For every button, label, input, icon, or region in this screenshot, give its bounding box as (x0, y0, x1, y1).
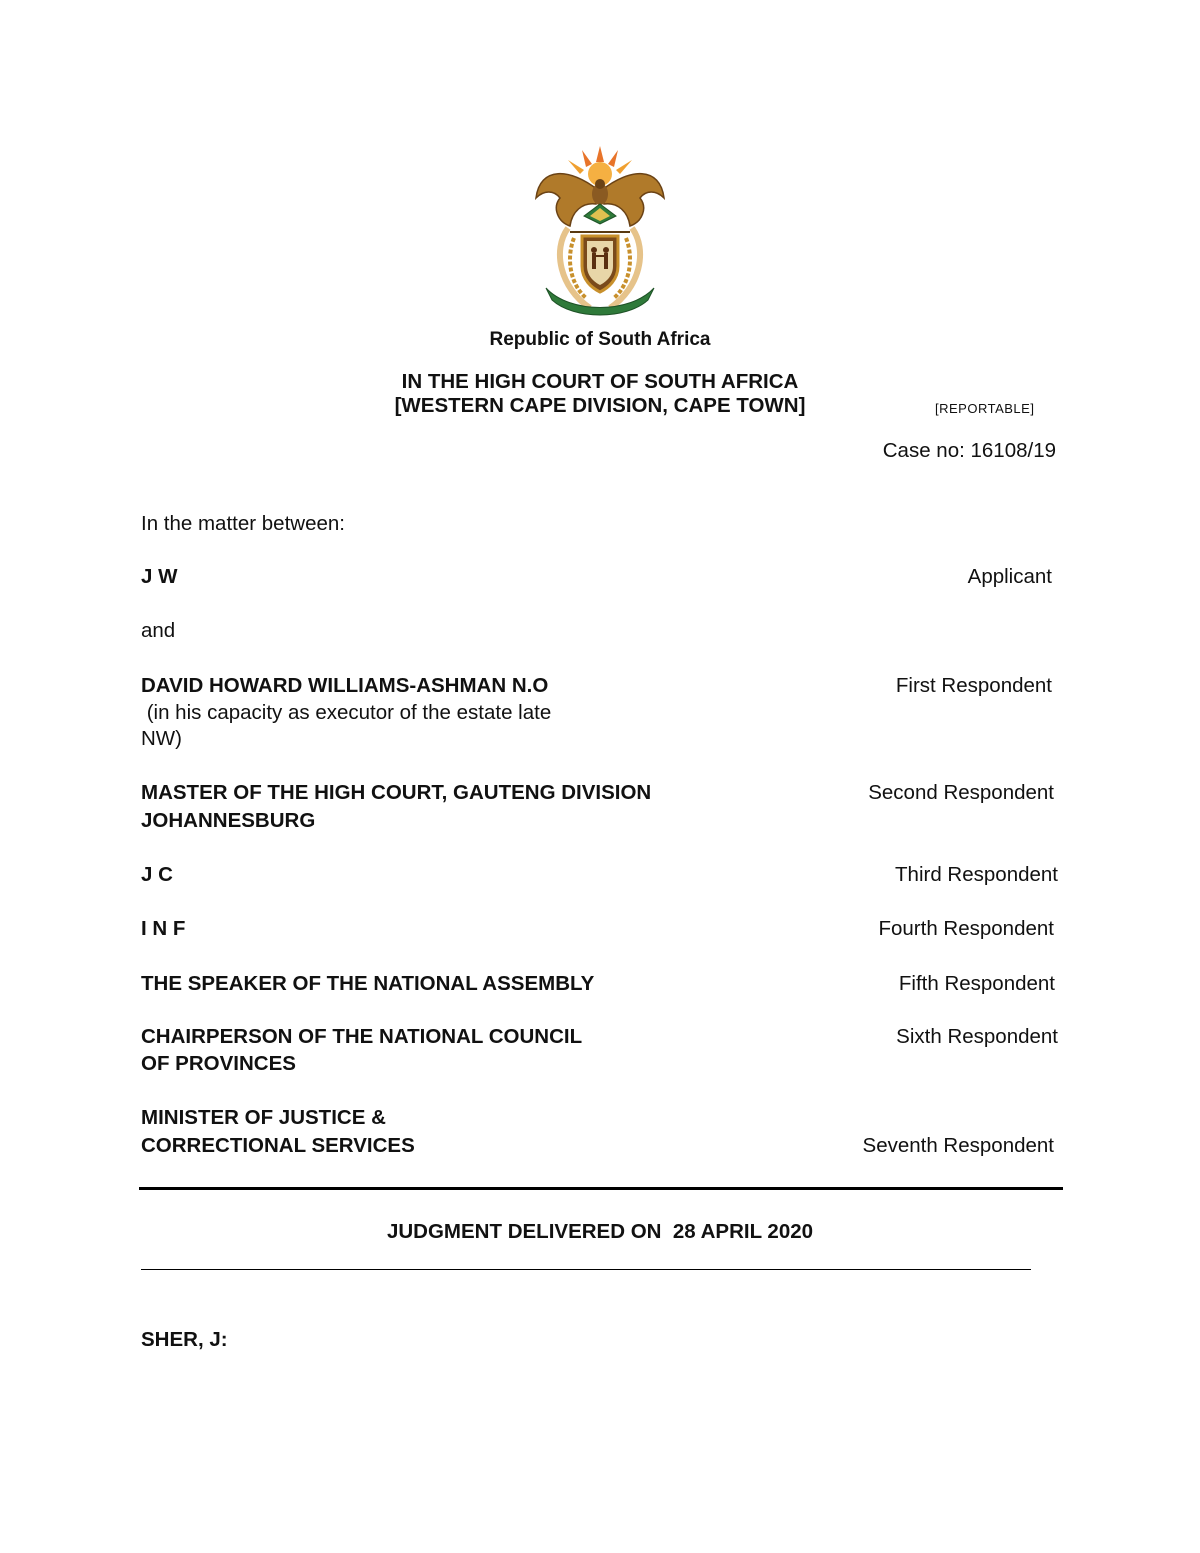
coat-of-arms-emblem (530, 138, 670, 318)
second-respondent-name-2: JOHANNESBURG (141, 809, 316, 832)
third-respondent-role: Third Respondent (895, 863, 1058, 886)
connector-and: and (141, 619, 176, 642)
seventh-respondent-role: Seventh Respondent (862, 1134, 1054, 1157)
court-division: [WESTERN CAPE DIVISION, CAPE TOWN] (394, 394, 806, 417)
sixth-respondent-role: Sixth Respondent (896, 1025, 1058, 1048)
judgment-date: JUDGMENT DELIVERED ON 28 APRIL 2020 (386, 1220, 814, 1243)
applicant-role: Applicant (967, 565, 1052, 588)
sixth-respondent-name-2: OF PROVINCES (141, 1052, 296, 1075)
seventh-respondent-name: MINISTER OF JUSTICE & (141, 1106, 386, 1129)
second-respondent-role: Second Respondent (868, 781, 1054, 804)
fifth-respondent-role: Fifth Respondent (898, 972, 1055, 995)
sixth-respondent-name: CHAIRPERSON OF THE NATIONAL COUNCIL (141, 1025, 583, 1048)
seventh-respondent-name-2: CORRECTIONAL SERVICES (141, 1134, 415, 1157)
first-respondent-role: First Respondent (895, 674, 1052, 697)
court-name: IN THE HIGH COURT OF SOUTH AFRICA (401, 370, 799, 393)
fifth-respondent-name: THE SPEAKER OF THE NATIONAL ASSEMBLY (141, 972, 595, 995)
thin-divider (141, 1269, 1031, 1270)
intro-text: In the matter between: (141, 512, 345, 535)
first-respondent-name: DAVID HOWARD WILLIAMS-ASHMAN N.O (141, 674, 549, 697)
case-number: Case no: 16108/19 (882, 439, 1056, 462)
first-respondent-note-2: NW) (141, 727, 182, 750)
judge-name: SHER, J: (141, 1328, 228, 1351)
country-title: Republic of South Africa (489, 329, 711, 350)
thick-divider (139, 1187, 1063, 1190)
fourth-respondent-name: I N F (141, 917, 186, 940)
applicant-name: J W (141, 565, 178, 588)
first-respondent-note: (in his capacity as executor of the estate late (141, 701, 552, 724)
second-respondent-name: MASTER OF THE HIGH COURT, GAUTENG DIVISION (141, 781, 652, 804)
third-respondent-name: J C (141, 863, 173, 886)
reportable-label: [REPORTABLE] (935, 401, 1035, 416)
fourth-respondent-role: Fourth Respondent (878, 917, 1054, 940)
